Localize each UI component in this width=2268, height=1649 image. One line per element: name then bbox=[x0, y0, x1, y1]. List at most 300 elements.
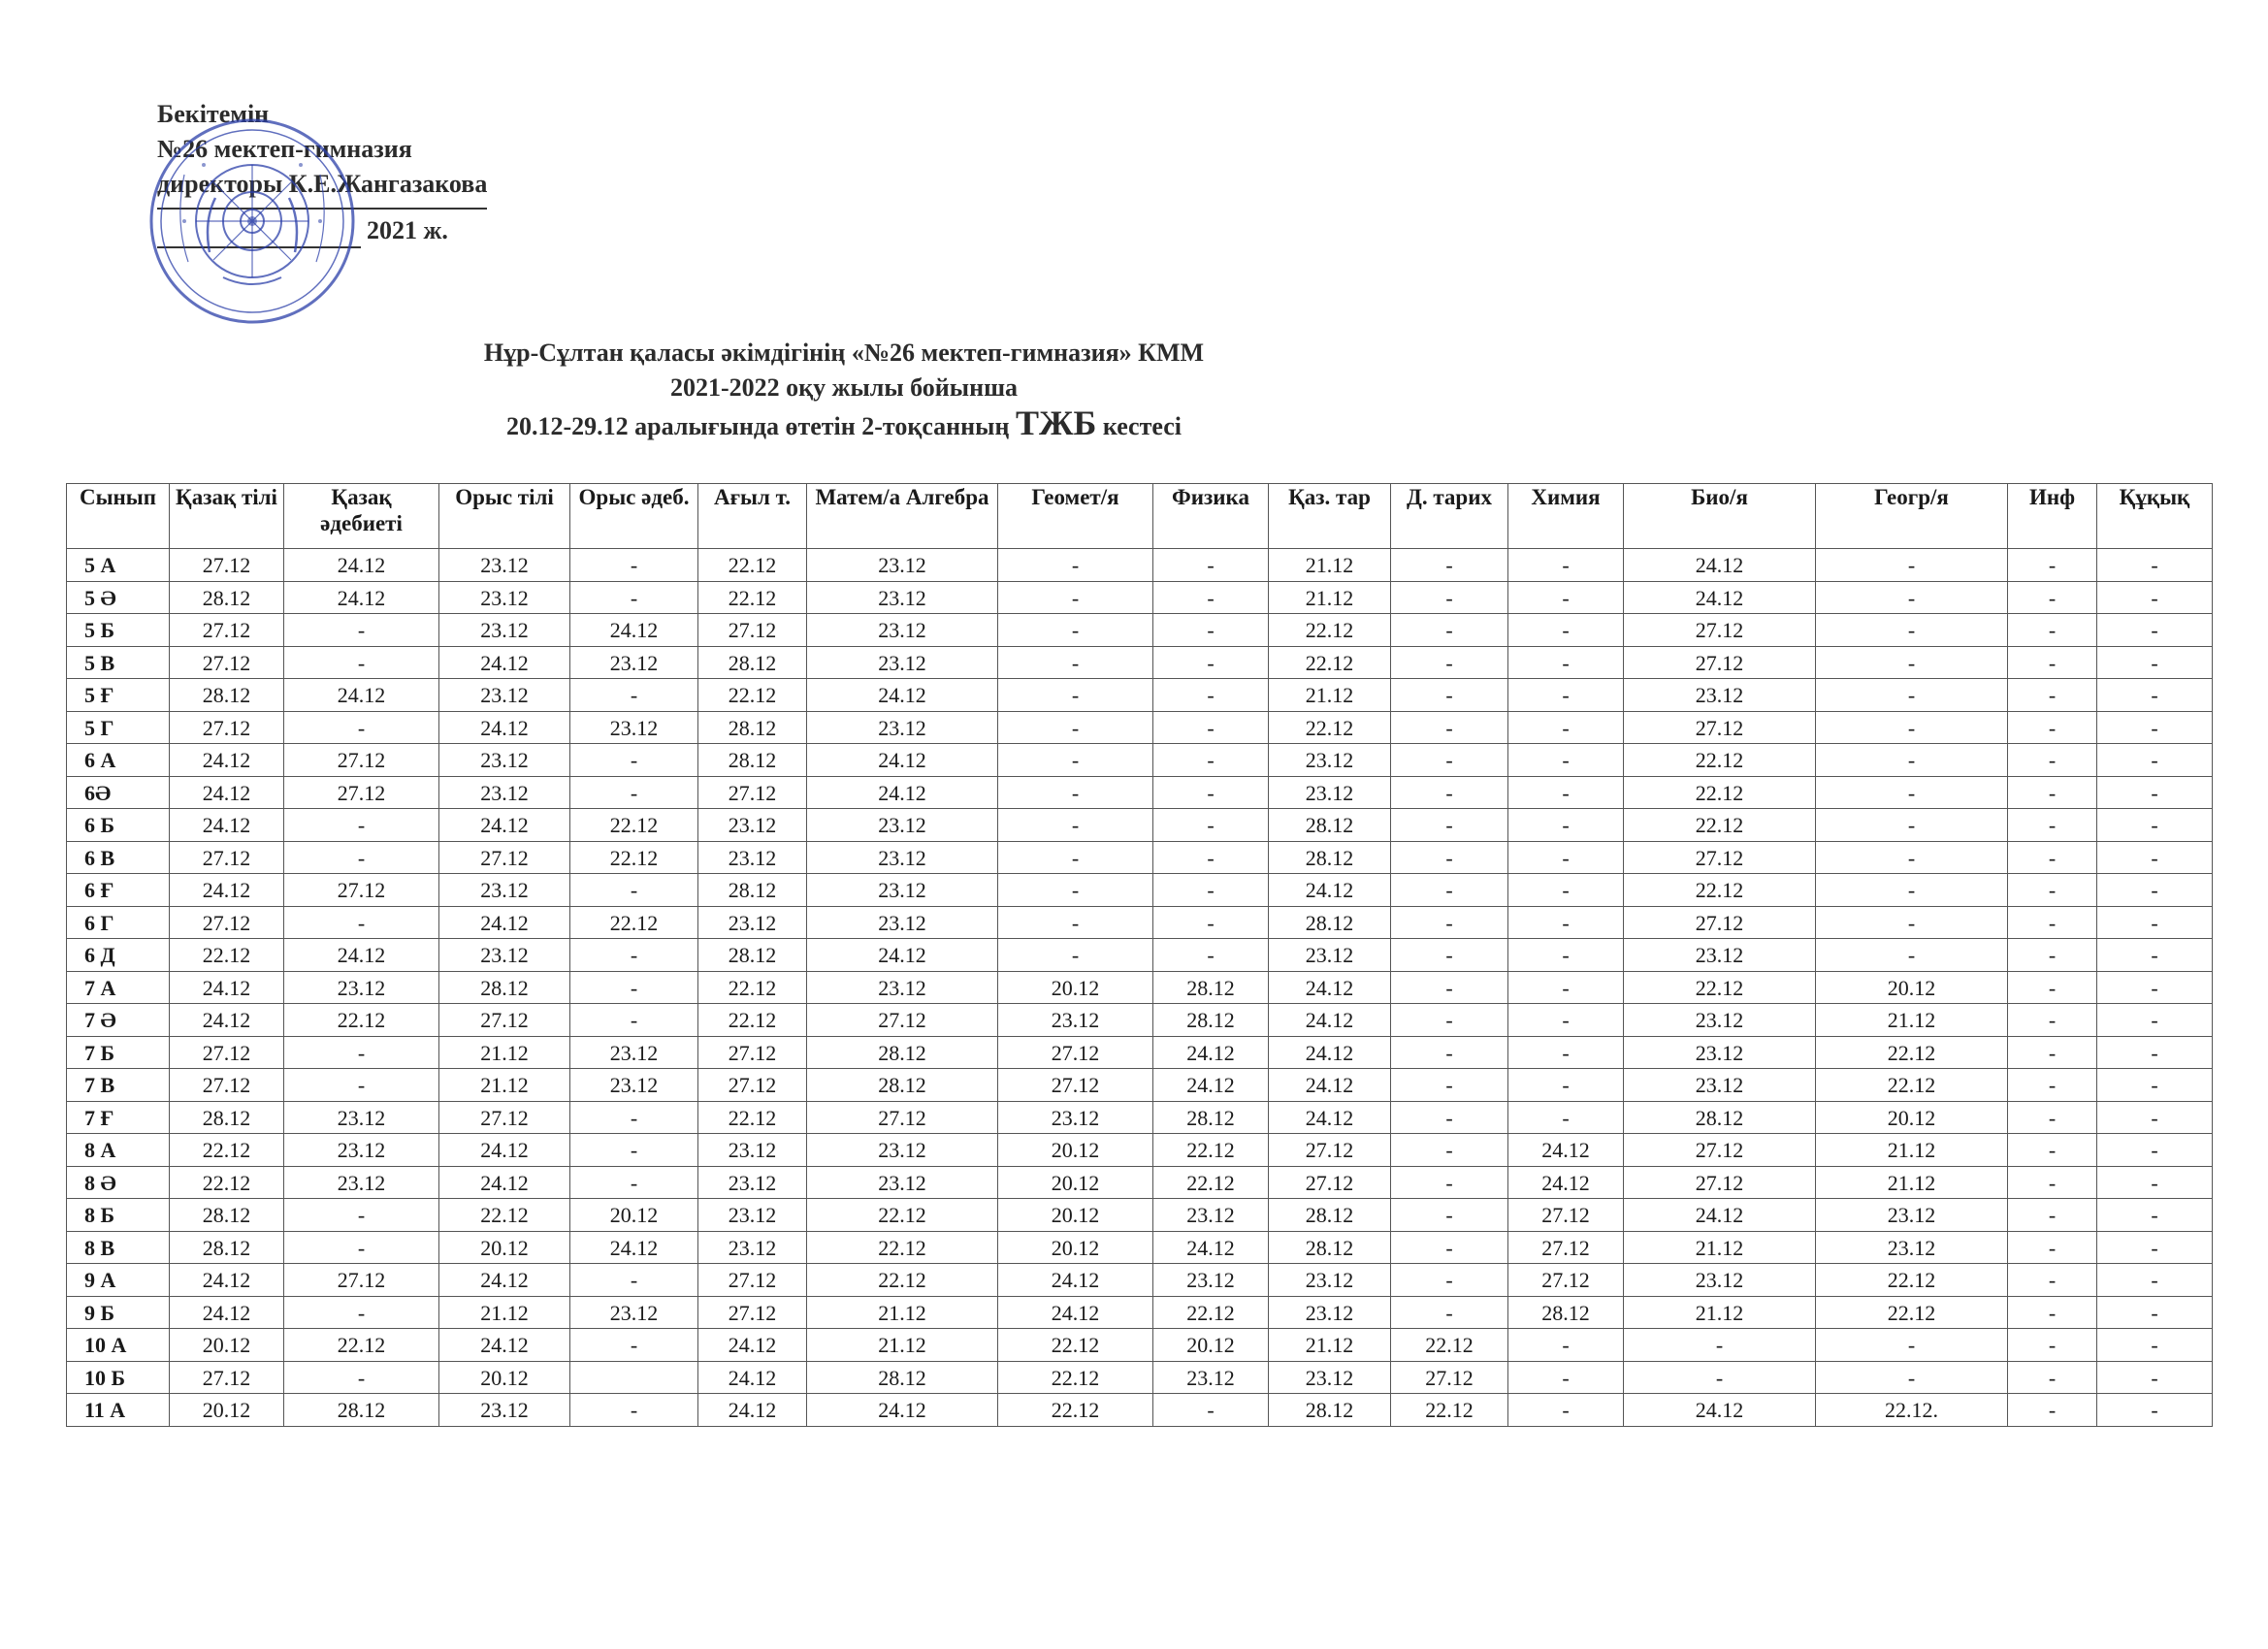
exam-date-cell: 22.12 bbox=[570, 841, 698, 874]
exam-date-cell: 20.12 bbox=[1816, 971, 2008, 1004]
table-row bbox=[67, 939, 2213, 972]
exam-date-cell: 23.12 bbox=[698, 906, 807, 939]
exam-date-cell: - bbox=[1816, 581, 2008, 614]
exam-date-cell: - bbox=[1391, 1036, 1508, 1069]
exam-date-cell: - bbox=[2008, 1329, 2097, 1362]
exam-date-cell: 23.12 bbox=[807, 809, 998, 842]
exam-date-cell: 23.12 bbox=[807, 581, 998, 614]
exam-date-cell: 24.12 bbox=[1269, 1069, 1391, 1102]
exam-date-cell: 27.12 bbox=[1624, 906, 1816, 939]
exam-date-cell: 23.12 bbox=[1269, 1361, 1391, 1394]
exam-date-cell: - bbox=[1508, 906, 1624, 939]
exam-date-cell: 22.12 bbox=[284, 1329, 439, 1362]
exam-date-cell: 23.12 bbox=[698, 1231, 807, 1264]
exam-date-cell: - bbox=[570, 679, 698, 712]
exam-date-cell: - bbox=[1153, 841, 1269, 874]
table-row bbox=[67, 1296, 2213, 1329]
exam-date-cell: 27.12 bbox=[170, 906, 284, 939]
signature-line bbox=[157, 202, 487, 210]
exam-date-cell: - bbox=[284, 841, 439, 874]
column-header: Д. тарих bbox=[1391, 484, 1508, 549]
exam-date-cell: - bbox=[2008, 744, 2097, 777]
document-title bbox=[0, 336, 1688, 444]
table-row bbox=[67, 679, 2213, 712]
exam-date-cell: - bbox=[1816, 744, 2008, 777]
exam-date-cell: 23.12 bbox=[1816, 1231, 2008, 1264]
exam-date-cell: - bbox=[1816, 646, 2008, 679]
exam-date-cell: 22.12 bbox=[1391, 1394, 1508, 1427]
class-name-cell: 6 Д bbox=[67, 939, 170, 972]
exam-date-cell: 28.12 bbox=[170, 1231, 284, 1264]
exam-date-cell: 24.12 bbox=[439, 809, 570, 842]
exam-date-cell: 22.12 bbox=[698, 971, 807, 1004]
exam-date-cell: - bbox=[1391, 581, 1508, 614]
exam-date-cell: 27.12 bbox=[1269, 1166, 1391, 1199]
title-line-3-abbrev: ТЖБ bbox=[1015, 404, 1097, 442]
exam-date-cell: 22.12. bbox=[1816, 1394, 2008, 1427]
exam-date-cell: - bbox=[1153, 906, 1269, 939]
exam-date-cell: - bbox=[1508, 971, 1624, 1004]
exam-date-cell: 27.12 bbox=[1624, 1166, 1816, 1199]
exam-date-cell: - bbox=[2008, 549, 2097, 582]
exam-date-cell: - bbox=[998, 939, 1153, 972]
exam-date-cell: - bbox=[1508, 841, 1624, 874]
exam-date-cell: 23.12 bbox=[1269, 939, 1391, 972]
exam-date-cell: - bbox=[1391, 1166, 1508, 1199]
exam-date-cell: 27.12 bbox=[1508, 1231, 1624, 1264]
exam-date-cell bbox=[570, 1361, 698, 1394]
exam-date-cell: - bbox=[570, 874, 698, 907]
exam-date-cell: - bbox=[2097, 809, 2213, 842]
exam-date-cell: 23.12 bbox=[1816, 1199, 2008, 1232]
exam-date-cell: - bbox=[2008, 1231, 2097, 1264]
table-row bbox=[67, 1394, 2213, 1427]
exam-date-cell: - bbox=[570, 549, 698, 582]
exam-date-cell: 27.12 bbox=[170, 711, 284, 744]
exam-date-cell: - bbox=[2097, 679, 2213, 712]
exam-date-cell: 20.12 bbox=[439, 1231, 570, 1264]
exam-date-cell: 23.12 bbox=[698, 1199, 807, 1232]
exam-date-cell: 20.12 bbox=[170, 1329, 284, 1362]
exam-date-cell: - bbox=[2097, 614, 2213, 647]
column-header: Геомет/я bbox=[998, 484, 1153, 549]
exam-date-cell: 27.12 bbox=[439, 1101, 570, 1134]
exam-date-cell: - bbox=[1153, 776, 1269, 809]
exam-date-cell: - bbox=[1391, 1264, 1508, 1297]
exam-date-cell: - bbox=[2097, 744, 2213, 777]
column-header: Инф bbox=[2008, 484, 2097, 549]
exam-date-cell: - bbox=[1816, 874, 2008, 907]
table-row bbox=[67, 1004, 2213, 1037]
class-name-cell: 10 Б bbox=[67, 1361, 170, 1394]
exam-date-cell: 23.12 bbox=[439, 776, 570, 809]
column-header: Қазақ тілі bbox=[170, 484, 284, 549]
exam-date-cell: 21.12 bbox=[1624, 1296, 1816, 1329]
exam-date-cell: - bbox=[1508, 614, 1624, 647]
class-name-cell: 6 Б bbox=[67, 809, 170, 842]
exam-date-cell: 24.12 bbox=[1153, 1231, 1269, 1264]
exam-date-cell: - bbox=[2008, 1361, 2097, 1394]
exam-date-cell: 22.12 bbox=[1816, 1264, 2008, 1297]
exam-date-cell: 27.12 bbox=[1624, 646, 1816, 679]
approval-year: 2021 ж. bbox=[367, 216, 448, 244]
table-row bbox=[67, 906, 2213, 939]
exam-date-cell: 24.12 bbox=[170, 1264, 284, 1297]
exam-date-cell: 27.12 bbox=[698, 1069, 807, 1102]
exam-date-cell: - bbox=[1391, 809, 1508, 842]
title-line-3-prefix: 20.12-29.12 аралығында өтетін 2-тоқсанның bbox=[506, 412, 1010, 440]
exam-date-cell: 24.12 bbox=[1269, 874, 1391, 907]
exam-date-cell: 27.12 bbox=[1391, 1361, 1508, 1394]
exam-date-cell: 22.12 bbox=[170, 939, 284, 972]
exam-date-cell: - bbox=[570, 1329, 698, 1362]
exam-date-cell: 23.12 bbox=[807, 711, 998, 744]
exam-date-cell: 27.12 bbox=[698, 1036, 807, 1069]
exam-date-cell: 22.12 bbox=[570, 906, 698, 939]
exam-date-cell: 22.12 bbox=[698, 549, 807, 582]
exam-date-cell: - bbox=[1508, 711, 1624, 744]
exam-date-cell: 21.12 bbox=[1269, 1329, 1391, 1362]
exam-date-cell: 23.12 bbox=[807, 906, 998, 939]
exam-date-cell: 20.12 bbox=[998, 1199, 1153, 1232]
exam-date-cell: 27.12 bbox=[170, 646, 284, 679]
table-row bbox=[67, 1101, 2213, 1134]
exam-date-cell: - bbox=[2097, 939, 2213, 972]
column-header: Химия bbox=[1508, 484, 1624, 549]
exam-date-cell: 27.12 bbox=[998, 1036, 1153, 1069]
exam-date-cell: 27.12 bbox=[1508, 1264, 1624, 1297]
exam-date-cell: - bbox=[2097, 711, 2213, 744]
exam-date-cell: 22.12 bbox=[1269, 646, 1391, 679]
table-row bbox=[67, 744, 2213, 777]
class-name-cell: 9 Б bbox=[67, 1296, 170, 1329]
exam-date-cell: 24.12 bbox=[170, 1004, 284, 1037]
exam-date-cell: - bbox=[1391, 841, 1508, 874]
table-row bbox=[67, 1069, 2213, 1102]
exam-date-cell: - bbox=[1391, 679, 1508, 712]
exam-date-cell: 27.12 bbox=[698, 776, 807, 809]
exam-date-cell: 23.12 bbox=[1153, 1361, 1269, 1394]
exam-date-cell: 21.12 bbox=[1269, 549, 1391, 582]
exam-date-cell: 23.12 bbox=[1269, 1296, 1391, 1329]
exam-date-cell: - bbox=[1153, 744, 1269, 777]
exam-date-cell: - bbox=[2008, 1166, 2097, 1199]
exam-date-cell: - bbox=[1391, 1004, 1508, 1037]
exam-date-cell: 23.12 bbox=[439, 549, 570, 582]
exam-date-cell: 27.12 bbox=[170, 1036, 284, 1069]
exam-date-cell: 24.12 bbox=[807, 744, 998, 777]
exam-date-cell: 23.12 bbox=[998, 1101, 1153, 1134]
exam-date-cell: - bbox=[1816, 841, 2008, 874]
exam-date-cell: - bbox=[1816, 614, 2008, 647]
class-name-cell: 7 А bbox=[67, 971, 170, 1004]
exam-date-cell: - bbox=[998, 679, 1153, 712]
exam-date-cell: - bbox=[1391, 1296, 1508, 1329]
exam-date-cell: 22.12 bbox=[1816, 1036, 2008, 1069]
exam-date-cell: - bbox=[1153, 939, 1269, 972]
table-row bbox=[67, 646, 2213, 679]
exam-date-cell: - bbox=[1391, 1101, 1508, 1134]
exam-date-cell: 23.12 bbox=[570, 646, 698, 679]
exam-date-cell: - bbox=[1816, 679, 2008, 712]
table-header bbox=[67, 484, 2213, 549]
exam-date-cell: - bbox=[998, 809, 1153, 842]
column-header: Био/я bbox=[1624, 484, 1816, 549]
exam-date-cell: - bbox=[1153, 809, 1269, 842]
exam-date-cell: 24.12 bbox=[1508, 1166, 1624, 1199]
exam-date-cell: - bbox=[2097, 1199, 2213, 1232]
column-header: Матем/а Алгебра bbox=[807, 484, 998, 549]
exam-date-cell: - bbox=[2097, 1231, 2213, 1264]
exam-date-cell: 23.12 bbox=[1153, 1264, 1269, 1297]
exam-date-cell: 23.12 bbox=[570, 1296, 698, 1329]
exam-date-cell: - bbox=[1508, 1036, 1624, 1069]
table-row bbox=[67, 581, 2213, 614]
exam-date-cell: - bbox=[2097, 971, 2213, 1004]
exam-date-cell: 21.12 bbox=[807, 1296, 998, 1329]
exam-date-cell: - bbox=[284, 1069, 439, 1102]
exam-date-cell: 22.12 bbox=[1153, 1134, 1269, 1167]
exam-date-cell: 22.12 bbox=[170, 1134, 284, 1167]
class-name-cell: 9 А bbox=[67, 1264, 170, 1297]
exam-date-cell: 20.12 bbox=[998, 971, 1153, 1004]
exam-date-cell: - bbox=[1816, 809, 2008, 842]
exam-date-cell: 24.12 bbox=[284, 549, 439, 582]
class-name-cell: 7 Ә bbox=[67, 1004, 170, 1037]
exam-date-cell: - bbox=[1508, 874, 1624, 907]
exam-date-cell: - bbox=[1816, 549, 2008, 582]
exam-date-cell: - bbox=[2097, 646, 2213, 679]
exam-date-cell: 24.12 bbox=[807, 776, 998, 809]
exam-date-cell: 22.12 bbox=[1153, 1296, 1269, 1329]
table-row bbox=[67, 1199, 2213, 1232]
exam-date-cell: - bbox=[284, 906, 439, 939]
class-name-cell: 6 А bbox=[67, 744, 170, 777]
exam-date-cell: 22.12 bbox=[807, 1199, 998, 1232]
exam-date-cell: - bbox=[2008, 1199, 2097, 1232]
exam-date-cell: 24.12 bbox=[170, 971, 284, 1004]
exam-date-cell: 22.12 bbox=[1624, 776, 1816, 809]
exam-date-cell: - bbox=[2097, 1134, 2213, 1167]
class-name-cell: 7 Б bbox=[67, 1036, 170, 1069]
exam-date-cell: 23.12 bbox=[284, 971, 439, 1004]
exam-date-cell: - bbox=[1508, 1394, 1624, 1427]
exam-date-cell: 20.12 bbox=[570, 1199, 698, 1232]
table-row bbox=[67, 1134, 2213, 1167]
table-row bbox=[67, 1361, 2213, 1394]
title-line-3 bbox=[0, 405, 1688, 444]
exam-date-cell: 28.12 bbox=[284, 1394, 439, 1427]
exam-date-cell: 24.12 bbox=[807, 1394, 998, 1427]
exam-date-cell: 23.12 bbox=[439, 874, 570, 907]
column-header: Физика bbox=[1153, 484, 1269, 549]
exam-date-cell: 23.12 bbox=[698, 1134, 807, 1167]
class-name-cell: 6 Г bbox=[67, 906, 170, 939]
approval-line-2: №26 мектеп-гимназия bbox=[157, 135, 412, 163]
exam-date-cell: 27.12 bbox=[998, 1069, 1153, 1102]
exam-date-cell: - bbox=[2008, 906, 2097, 939]
exam-date-cell: - bbox=[1508, 549, 1624, 582]
exam-date-cell: 28.12 bbox=[1269, 841, 1391, 874]
exam-date-cell: 24.12 bbox=[170, 744, 284, 777]
exam-date-cell: 24.12 bbox=[439, 646, 570, 679]
exam-date-cell: 28.12 bbox=[170, 581, 284, 614]
exam-date-cell: 28.12 bbox=[1624, 1101, 1816, 1134]
exam-date-cell: - bbox=[284, 1036, 439, 1069]
exam-date-cell: 28.12 bbox=[1508, 1296, 1624, 1329]
table-row bbox=[67, 1036, 2213, 1069]
exam-date-cell: 23.12 bbox=[698, 1166, 807, 1199]
exam-date-cell: - bbox=[998, 841, 1153, 874]
exam-date-cell: 27.12 bbox=[284, 776, 439, 809]
exam-date-cell: 23.12 bbox=[807, 614, 998, 647]
exam-date-cell: - bbox=[1391, 549, 1508, 582]
exam-date-cell: 27.12 bbox=[170, 841, 284, 874]
exam-date-cell: 27.12 bbox=[170, 1361, 284, 1394]
exam-date-cell: 22.12 bbox=[1269, 711, 1391, 744]
exam-date-cell: 23.12 bbox=[1269, 776, 1391, 809]
exam-date-cell: 27.12 bbox=[1269, 1134, 1391, 1167]
exam-date-cell: - bbox=[1816, 711, 2008, 744]
column-header: Қазақ әдебиеті bbox=[284, 484, 439, 549]
exam-date-cell: - bbox=[1153, 581, 1269, 614]
exam-date-cell: - bbox=[570, 1004, 698, 1037]
exam-date-cell: 22.12 bbox=[1816, 1296, 2008, 1329]
exam-date-cell: 27.12 bbox=[1624, 1134, 1816, 1167]
exam-date-cell: - bbox=[2008, 841, 2097, 874]
exam-date-cell: 21.12 bbox=[1816, 1166, 2008, 1199]
exam-date-cell: - bbox=[1508, 776, 1624, 809]
exam-date-cell: 24.12 bbox=[439, 1166, 570, 1199]
exam-date-cell: - bbox=[2008, 614, 2097, 647]
exam-date-cell: - bbox=[998, 874, 1153, 907]
exam-date-cell: 24.12 bbox=[1508, 1134, 1624, 1167]
exam-date-cell: 28.12 bbox=[1269, 809, 1391, 842]
exam-date-cell: 28.12 bbox=[439, 971, 570, 1004]
exam-date-cell: - bbox=[570, 1101, 698, 1134]
exam-date-cell: 27.12 bbox=[1508, 1199, 1624, 1232]
exam-date-cell: - bbox=[2097, 906, 2213, 939]
exam-date-cell: - bbox=[284, 1199, 439, 1232]
exam-date-cell: - bbox=[2008, 1264, 2097, 1297]
exam-date-cell: - bbox=[570, 971, 698, 1004]
exam-date-cell: - bbox=[1153, 614, 1269, 647]
exam-date-cell: 24.12 bbox=[170, 809, 284, 842]
exam-date-cell: 22.12 bbox=[698, 581, 807, 614]
exam-date-cell: 21.12 bbox=[439, 1036, 570, 1069]
exam-date-cell: - bbox=[284, 1231, 439, 1264]
exam-date-cell: - bbox=[1816, 1329, 2008, 1362]
exam-date-cell: 23.12 bbox=[807, 874, 998, 907]
exam-date-cell: - bbox=[2097, 1069, 2213, 1102]
exam-date-cell: 28.12 bbox=[170, 1199, 284, 1232]
class-name-cell: 11 А bbox=[67, 1394, 170, 1427]
exam-date-cell: - bbox=[998, 776, 1153, 809]
exam-date-cell: 24.12 bbox=[284, 679, 439, 712]
column-header: Ағыл т. bbox=[698, 484, 807, 549]
exam-date-cell: 21.12 bbox=[1816, 1004, 2008, 1037]
exam-date-cell: - bbox=[2008, 776, 2097, 809]
exam-date-cell: 24.12 bbox=[1269, 971, 1391, 1004]
exam-date-cell: 28.12 bbox=[807, 1036, 998, 1069]
exam-date-cell: 27.12 bbox=[698, 1296, 807, 1329]
exam-date-cell: 23.12 bbox=[570, 1069, 698, 1102]
exam-date-cell: 24.12 bbox=[1269, 1036, 1391, 1069]
exam-date-cell: - bbox=[998, 549, 1153, 582]
column-header: Сынып bbox=[67, 484, 170, 549]
exam-date-cell: 23.12 bbox=[284, 1166, 439, 1199]
exam-date-cell: 22.12 bbox=[998, 1329, 1153, 1362]
exam-date-cell: - bbox=[2097, 1036, 2213, 1069]
exam-date-cell: 24.12 bbox=[570, 614, 698, 647]
class-name-cell: 6 Ғ bbox=[67, 874, 170, 907]
exam-date-cell: - bbox=[1391, 744, 1508, 777]
exam-date-cell: 23.12 bbox=[998, 1004, 1153, 1037]
table-row bbox=[67, 776, 2213, 809]
exam-date-cell: 24.12 bbox=[1153, 1036, 1269, 1069]
exam-date-cell: 28.12 bbox=[1269, 1231, 1391, 1264]
exam-date-cell: 20.12 bbox=[170, 1394, 284, 1427]
exam-date-cell: 22.12 bbox=[1624, 971, 1816, 1004]
exam-date-cell: - bbox=[2008, 1296, 2097, 1329]
exam-date-cell: 28.12 bbox=[1153, 1101, 1269, 1134]
exam-date-cell: 24.12 bbox=[1269, 1004, 1391, 1037]
exam-date-cell: - bbox=[2008, 1134, 2097, 1167]
date-blank bbox=[157, 221, 361, 248]
exam-date-cell: - bbox=[570, 744, 698, 777]
exam-date-cell: 21.12 bbox=[1269, 679, 1391, 712]
exam-date-cell: - bbox=[1391, 646, 1508, 679]
exam-date-cell: 22.12 bbox=[998, 1361, 1153, 1394]
exam-date-cell: 21.12 bbox=[807, 1329, 998, 1362]
exam-date-cell: 27.12 bbox=[284, 744, 439, 777]
exam-date-cell: 22.12 bbox=[998, 1394, 1153, 1427]
exam-date-cell: - bbox=[1153, 711, 1269, 744]
class-name-cell: 7 Ғ bbox=[67, 1101, 170, 1134]
exam-date-cell: 28.12 bbox=[170, 679, 284, 712]
exam-date-cell: - bbox=[2097, 1004, 2213, 1037]
class-name-cell: 5 В bbox=[67, 646, 170, 679]
approval-block bbox=[157, 97, 487, 248]
exam-date-cell: 23.12 bbox=[439, 1394, 570, 1427]
exam-date-cell: - bbox=[2008, 939, 2097, 972]
table-row bbox=[67, 841, 2213, 874]
exam-date-cell: 27.12 bbox=[284, 1264, 439, 1297]
exam-date-cell: 23.12 bbox=[1269, 744, 1391, 777]
exam-date-cell: - bbox=[2008, 1004, 2097, 1037]
exam-date-cell: 27.12 bbox=[698, 1264, 807, 1297]
table-row bbox=[67, 1231, 2213, 1264]
exam-date-cell: 23.12 bbox=[1624, 1069, 1816, 1102]
exam-date-cell: 27.12 bbox=[170, 614, 284, 647]
exam-date-cell: - bbox=[2097, 1329, 2213, 1362]
exam-date-cell: 23.12 bbox=[1624, 1264, 1816, 1297]
class-name-cell: 5 Ғ bbox=[67, 679, 170, 712]
exam-date-cell: - bbox=[2097, 549, 2213, 582]
exam-date-cell: - bbox=[1391, 906, 1508, 939]
title-line-3-suffix: кестесі bbox=[1102, 412, 1182, 440]
exam-date-cell: - bbox=[570, 939, 698, 972]
exam-date-cell: 23.12 bbox=[1624, 1004, 1816, 1037]
exam-date-cell: 28.12 bbox=[807, 1361, 998, 1394]
table-row bbox=[67, 874, 2213, 907]
exam-date-cell: - bbox=[998, 744, 1153, 777]
table-body bbox=[67, 549, 2213, 1427]
class-name-cell: 8 Б bbox=[67, 1199, 170, 1232]
exam-date-cell: 24.12 bbox=[698, 1329, 807, 1362]
exam-date-cell: 24.12 bbox=[439, 906, 570, 939]
exam-date-cell: 24.12 bbox=[1153, 1069, 1269, 1102]
